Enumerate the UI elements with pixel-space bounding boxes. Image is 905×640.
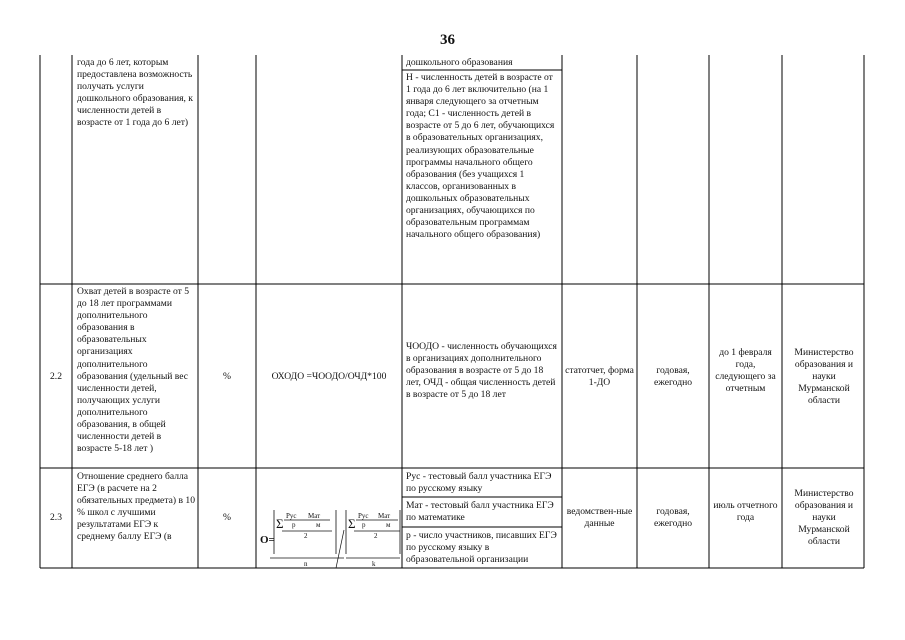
- row-2-3-def-mat: Мат - тестовый балл участника ЕГЭ по математике: [406, 500, 554, 524]
- formula-p-right: p: [362, 521, 366, 529]
- ege-ratio-formula: [256, 470, 402, 568]
- formula-rus-right: Рус: [358, 512, 369, 520]
- formula-lhs: O=: [260, 534, 275, 546]
- row-2-3-indicator: Отношение среднего балла ЕГЭ (в расчете на 2 обязательных предмета) в 10 % школ с лучшими результатами ЕГЭ к среднему баллу ЕГЭ (в: [77, 471, 195, 543]
- formula-two-right: 2: [374, 532, 378, 540]
- row-2-3-periodicity: годовая, ежегодно: [653, 506, 693, 530]
- row-2-3-source: ведомствен-ные данные: [566, 506, 633, 530]
- formula-n: n: [304, 560, 308, 568]
- row-2-2-indicator: Охват детей в возрасте от 5 до 18 лет программами дополнительного образования в образовательных организациях дополнительного образования (удельный вес численности детей, получающих услуги дополнительного образования, в общей численности детей в возрасте 5-18 лет ): [77, 286, 190, 455]
- formula-mat-left: Мат: [308, 512, 321, 520]
- definition-continued-2: Н - численность детей в возрасте от 1 года до 6 лет включительно (на 1 января следующего за отчетным года; С1 - численность детей в возрасте от 5 до 6 лет, обучающихся в образовательных организациях, реализующих образовательные программы начального общего образования (без учащихся 1 классов, организованных в дошкольных образовательных организациях, обучающихся по образовательным программам начального общего образования): [406, 72, 555, 241]
- formula-m-left: м: [316, 521, 321, 529]
- row-2-3-deadline: июль отчетного года: [713, 500, 778, 524]
- formula-mat-right: Мат: [378, 512, 391, 520]
- definition-continued-1: дошкольного образования: [406, 57, 513, 68]
- indicator-continued: года до 6 лет, которым предоставлена возможность получать услуги дошкольного образования, к численности детей в возрасте от 1 года до 6 лет): [77, 57, 193, 129]
- formula-sum-right: Σ: [348, 516, 356, 531]
- row-2-3-number: 2.3: [50, 512, 62, 523]
- row-2-2-deadline: до 1 февраля года, следующего за отчетным: [715, 347, 776, 395]
- formula-sum-left: Σ: [276, 516, 284, 531]
- row-2-3-responsible: Министерство образования и науки Мурманской области: [794, 488, 854, 548]
- formula-p-left: p: [292, 521, 296, 529]
- row-2-2-unit: %: [223, 371, 231, 382]
- row-2-3-unit: %: [223, 512, 231, 523]
- row-2-2-definition: ЧООДО - численность обучающихся в организациях дополнительного образования в возрасте от 5 до 18 лет, ОЧД - общая численность детей в возрасте от 5 до 18 лет: [406, 341, 557, 401]
- row-2-3-def-p: р - число участников, писавших ЕГЭ по русскому языку в образовательной организации: [406, 530, 557, 566]
- formula-two-left: 2: [304, 532, 308, 540]
- row-2-2-responsible: Министерство образования и науки Мурманской области: [794, 347, 854, 407]
- row-2-2-formula: ОХОДО =ЧООДО/ОЧД*100: [271, 371, 387, 382]
- row-2-2-periodicity: годовая, ежегодно: [653, 365, 693, 389]
- formula-k: k: [372, 560, 376, 568]
- page-number: 36: [440, 32, 455, 48]
- row-2-3-def-rus: Рус - тестовый балл участника ЕГЭ по русскому языку: [406, 471, 552, 495]
- row-2-2-source: статотчет, форма 1-ДО: [565, 365, 634, 389]
- formula-rus-left: Рус: [286, 512, 297, 520]
- row-2-2-number: 2.2: [50, 371, 62, 382]
- formula-m-right: м: [386, 521, 391, 529]
